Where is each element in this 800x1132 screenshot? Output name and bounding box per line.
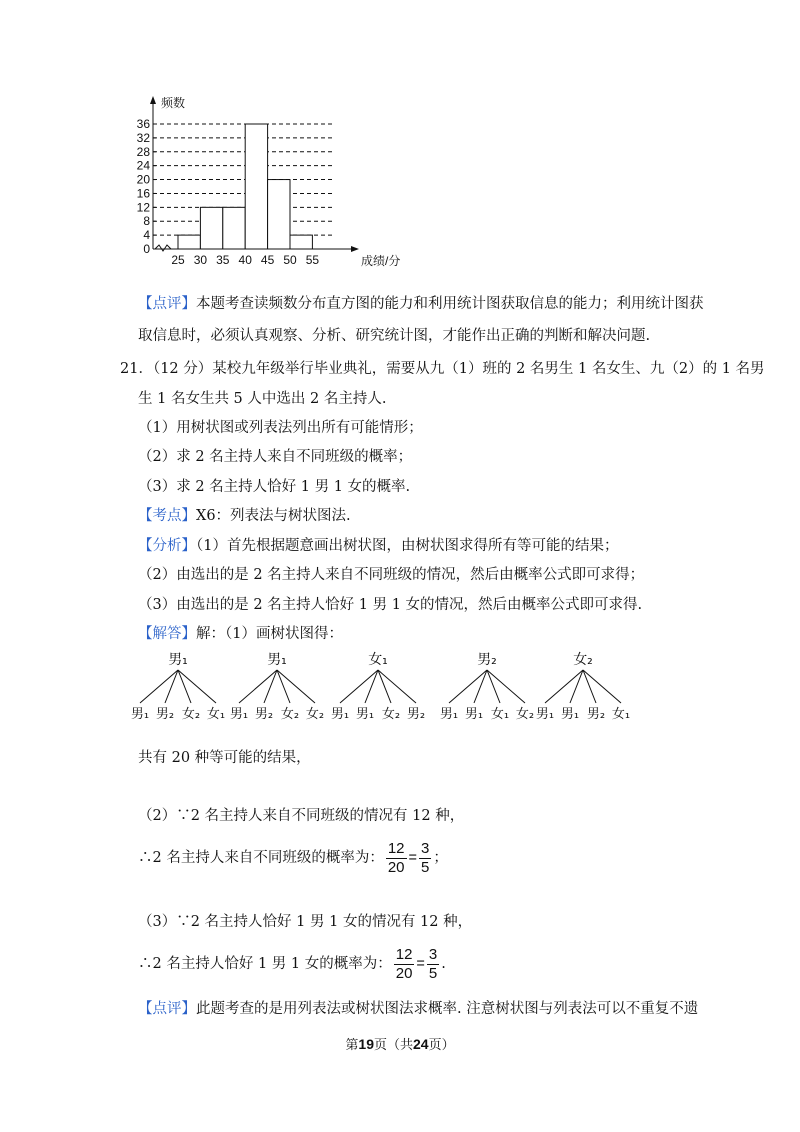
tree-leaf-label: 男₁ [535, 707, 555, 722]
review-text-line1: 本题考查读频数分布直方图的能力和利用统计图获取信息的能力；利用统计图获 [196, 296, 704, 312]
tree-branch [487, 670, 525, 703]
tree-branch [583, 670, 621, 703]
tree-1 [131, 652, 225, 722]
tree-leaf-label: 男₁ [355, 707, 375, 722]
tree-leaf-label: 女₂ [381, 707, 401, 722]
axis-break-mark [155, 245, 171, 251]
fraction-numerator: 3 [421, 839, 430, 857]
tree-leaf-label: 男₂ [254, 707, 274, 722]
footer-middle: 页（共 [373, 1038, 413, 1053]
y-tick-label: 0 [143, 242, 150, 256]
tree-root-label: 男₂ [477, 652, 497, 668]
tree-root-label: 女₁ [368, 652, 388, 668]
question-21-line1: 21．（12 分）某校九年级举行毕业典礼，需要从九（1）班的 2 名男生 1 名女生、九（2）的 1 名男 [120, 361, 765, 377]
fraction-denominator: 5 [421, 858, 430, 876]
fenxi-text2: （2）由选出的是 2 名主持人来自不同班级的情况，然后由概率公式即可求得； [138, 567, 645, 583]
fraction-numerator: 3 [428, 945, 438, 963]
tree-leaf-label: 男₁ [130, 707, 150, 722]
tree-leaf-label: 男₁ [330, 707, 350, 722]
y-tick-label: 28 [136, 144, 150, 159]
question-21-part1: （1）用树状图或列表法列出所有可能情形； [138, 420, 423, 436]
part3-end: . [441, 956, 446, 972]
fraction-denominator: 20 [395, 964, 413, 982]
tree-leaf-label: 男₁ [464, 707, 484, 722]
part2-fraction-2 [419, 840, 431, 877]
tree-leaf-label: 男₁ [560, 707, 580, 722]
y-tick-label: 24 [136, 158, 150, 173]
jieda-text: 解：（1）画树状图得： [196, 626, 343, 642]
tree-branch [140, 670, 178, 703]
tree-branch [583, 670, 596, 703]
jieda-line [138, 624, 343, 644]
part3-fraction-1 [394, 946, 415, 983]
tree-branch [365, 670, 378, 703]
x-tick-label: 25 [171, 253, 185, 267]
tree-leaf-label: 男₂ [586, 707, 606, 722]
tree-branch [570, 670, 583, 703]
tree-leaf-label: 男₁ [229, 707, 249, 722]
y-tick-label: 8 [143, 214, 150, 229]
review-tag: 【点评】 [138, 296, 196, 312]
tree-leaf-label: 女₂ [305, 707, 325, 722]
x-tick-label: 35 [216, 253, 230, 267]
fenxi-line1 [138, 536, 618, 556]
tree-leaf-label: 女₂ [280, 707, 300, 722]
part2-end: ； [433, 850, 448, 866]
tree-leaf-label: 女₂ [181, 707, 201, 722]
tree-leaf-label: 女₂ [515, 707, 535, 722]
tree-leaf-label: 女₁ [611, 707, 631, 722]
fenxi-text1: （1）首先根据题意画出树状图，由树状图求得所有等可能的结果； [196, 538, 619, 554]
y-tick-label: 32 [136, 130, 150, 145]
x-axis-arrow [351, 246, 359, 252]
question-21-part3: （3）求 2 名主持人恰好 1 男 1 女的概率. [138, 479, 411, 495]
tree-branch [487, 670, 500, 703]
footer-suffix: 页） [428, 1038, 455, 1053]
x-tick-label: 50 [283, 253, 297, 267]
tree-root-label: 男₁ [267, 652, 287, 668]
kaodian-line [138, 506, 351, 526]
x-tick-label: 30 [193, 253, 208, 267]
tree-branch [474, 670, 487, 703]
histogram-bar [290, 235, 312, 249]
question-21-part2: （2）求 2 名主持人来自不同班级的概率； [138, 449, 413, 465]
equals-sign: = [416, 956, 425, 972]
y-tick-label: 4 [143, 228, 150, 243]
part3-prefix: ∴2 名主持人恰好 1 男 1 女的概率为： [138, 956, 392, 972]
review-tag: 【点评】 [138, 1001, 196, 1017]
tree-leaf-label: 男₁ [439, 707, 459, 722]
x-tick-label: 45 [260, 253, 275, 267]
page-number: 19 [358, 1036, 374, 1052]
tree-branch [545, 670, 583, 703]
y-tick-label: 20 [136, 172, 150, 187]
frequency-histogram [128, 88, 401, 273]
tree-root-label: 女₂ [573, 652, 593, 668]
x-axis-label: 成绩/分 [361, 254, 401, 268]
review-text: 此题考查的是用列表法或树状图法求概率. 注意树状图与列表法可以不重复不遗 [196, 1001, 699, 1017]
histogram-bar [223, 207, 245, 249]
y-tick-label: 12 [136, 200, 150, 215]
tree-branch [340, 670, 378, 703]
part3-fraction-2 [427, 946, 439, 983]
tree-5 [536, 652, 630, 722]
page-footer [0, 1034, 800, 1053]
tree-3 [331, 652, 425, 722]
y-tick-label: 16 [136, 186, 150, 201]
y-axis-arrow [150, 96, 156, 104]
histogram-bar [178, 235, 200, 249]
y-tick-label: 36 [136, 117, 150, 131]
tree-branch [378, 670, 416, 703]
fraction-numerator: 12 [395, 945, 413, 963]
tree-branch [277, 670, 315, 703]
tree-branch [165, 670, 178, 703]
part3-line1: （3）∵2 名主持人恰好 1 男 1 女的情况有 12 种， [138, 914, 473, 930]
y-axis-label: 频数 [161, 96, 186, 110]
tree-branch [264, 670, 277, 703]
fenxi-tag: 【分析】 [138, 538, 196, 554]
tree-root-label: 男₁ [168, 652, 188, 668]
kaodian-text: X6：列表法与树状图法. [196, 508, 351, 524]
tree-branch [178, 670, 191, 703]
tree-2 [230, 652, 324, 722]
tree-branch [277, 670, 290, 703]
total-pages: 24 [413, 1036, 429, 1052]
part2-fraction-1 [386, 840, 407, 877]
fenxi-text3: （3）由选出的是 2 名主持人恰好 1 男 1 女的情况，然后由概率公式即可求得. [138, 597, 643, 613]
footer-prefix: 第 [345, 1038, 359, 1053]
x-tick-label: 40 [238, 253, 252, 267]
part3-line2 [138, 944, 446, 984]
x-tick-label: 55 [305, 253, 320, 267]
question-21-line2: 生 1 名女生共 5 人中选出 2 名主持人. [138, 391, 387, 407]
tree-leaf-label: 女₁ [490, 707, 510, 722]
result-total: 共有 20 种等可能的结果， [138, 750, 311, 766]
fraction-denominator: 5 [428, 964, 438, 982]
tree-diagram [130, 648, 660, 728]
tree-4 [440, 652, 534, 722]
fraction-denominator: 20 [387, 858, 405, 876]
tree-leaf-label: 男₂ [406, 707, 426, 722]
tree-branch [178, 670, 216, 703]
review-paragraph-1 [138, 294, 704, 314]
part2-line1: （2）∵2 名主持人来自不同班级的情况有 12 种， [138, 808, 465, 824]
tree-branch [239, 670, 277, 703]
tree-branch [378, 670, 391, 703]
histogram-bar [200, 207, 222, 249]
tree-leaf-label: 女₁ [206, 707, 226, 722]
kaodian-tag: 【考点】 [138, 508, 196, 524]
review-text-line2: 取信息时，必须认真观察、分析、研究统计图，才能作出正确的判断和解决问题. [138, 328, 651, 344]
tree-leaf-label: 男₂ [155, 707, 175, 722]
part2-prefix: ∴2 名主持人来自不同班级的概率为： [138, 850, 384, 866]
equals-sign: = [408, 850, 417, 866]
fraction-numerator: 12 [387, 839, 405, 857]
tree-branch [449, 670, 487, 703]
review-paragraph-2 [138, 999, 698, 1019]
part2-line2 [138, 838, 448, 878]
histogram-bar [268, 180, 290, 249]
jieda-tag: 【解答】 [138, 626, 196, 642]
histogram-bar [245, 124, 267, 249]
